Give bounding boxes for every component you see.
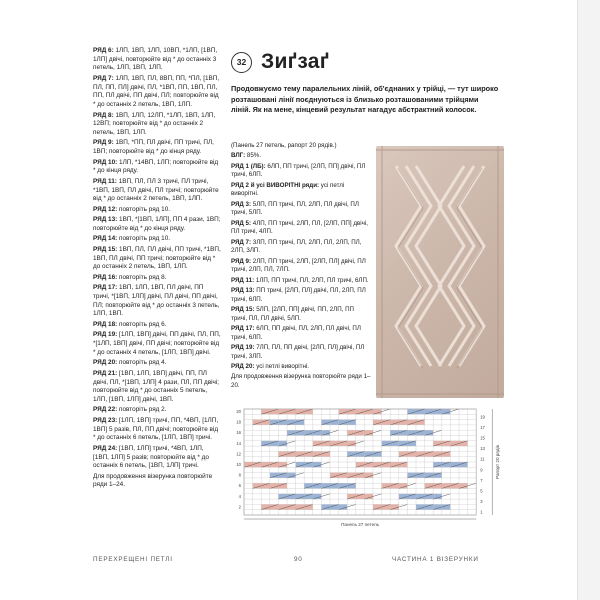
instruction-line <box>231 325 371 342</box>
instruction-line <box>231 277 371 286</box>
footer-right: ЧАСТИНА 1 ВІЗЕРУНКИ <box>392 556 479 563</box>
row-number-right: 15 <box>480 435 485 441</box>
pattern-instructions <box>231 142 371 392</box>
instruction-line <box>231 373 371 390</box>
row-label: РЯД 15: <box>231 306 255 314</box>
row-label: ВЛГ: <box>231 152 246 160</box>
section-header <box>231 50 329 74</box>
row-label: РЯД 13: <box>231 287 255 295</box>
row-number-left: 18 <box>236 419 241 425</box>
row-text: усі петлі вивоpітні. <box>231 181 345 198</box>
row-number-right: 9 <box>480 467 483 473</box>
instruction-line <box>93 370 221 405</box>
row-label: РЯД 1 (ЛБ): <box>231 162 266 170</box>
row-number-left: 14 <box>236 440 241 446</box>
row-text: 1ВП, 1ЛП, 1ВП, ПЛ двічі, ПП тричі, *[1ВП, 1ЛП] двічі, ПЛ двічі, ПП двічі, ПЛ; повторюйте від * до останніх 3 петель, 1ЛП, 1ВП. <box>93 284 220 318</box>
row-label: РЯД 19: <box>93 331 118 339</box>
cable-cell <box>270 473 296 478</box>
row-number-left: 2 <box>238 504 241 510</box>
row-number-left: 16 <box>236 430 241 436</box>
section-number-badge: 32 <box>231 52 252 73</box>
row-text: 1ЛП, ПП тричі, ПЛ, 2ЛП, ПЛ тричі, 6ЛП. <box>254 276 369 284</box>
row-number-left: 20 <box>236 409 241 414</box>
row-number-right: 19 <box>480 414 485 420</box>
instruction-line <box>93 206 221 215</box>
instruction-line <box>93 473 221 490</box>
row-text: 2ЛП, ПП тричі, 2ЛП, [2ЛП, ПЛ] двічі, ПЛ тричі, 2ЛП, ПЛ, 7ЛП. <box>231 257 366 274</box>
row-text: повторіть ряд 4. <box>117 359 167 367</box>
row-text: повторіть ряд 8. <box>117 273 167 281</box>
row-text: усі петлі вивоpітні. <box>254 363 309 371</box>
row-label: РЯД 19: <box>231 344 255 352</box>
instruction-line <box>231 182 371 199</box>
footer-left: ПЕРЕХРЕЩЕНІ ПЕТЛІ <box>93 556 173 563</box>
instruction-line <box>231 306 371 323</box>
page-spine-edge <box>577 0 600 600</box>
panel-label: Панель 27 петель <box>341 522 380 527</box>
cable-cell <box>382 483 408 488</box>
row-label: РЯД 6: <box>93 47 114 54</box>
row-label: РЯД 7: <box>231 238 252 246</box>
row-number-right: 17 <box>480 424 485 430</box>
row-number-left: 8 <box>238 472 241 478</box>
row-text: [1ВП, 1ЛП, 1ВП] двічі, ПП, ПЛ двічі, ПЛ, *[1ВП, 1ЛП] 4 рази, ПЛ, ПП двічі; повторюйте від * до останніх 5 петель, 1ЛП, [1ВП, 1ЛП] двічі, 1ВП. <box>93 369 220 403</box>
row-text: 1ВП, ПЛ, ПЛ 3 тричі, ПЛ тричі, *1ВП, 1ВП, ПЛ двічі, ПЛ тричі; повторюйте від * до останніх 2 петель, 1ВП, 1ЛП. <box>93 177 219 203</box>
row-number-left: 6 <box>238 483 241 489</box>
instruction-line <box>93 359 221 368</box>
row-label: РЯД 9: <box>93 139 114 147</box>
instruction-line <box>93 321 221 330</box>
row-text: повторіть ряд 10. <box>117 235 171 243</box>
row-text: [1ЛП, 1ВП] тричі, ПП, *4ВП, [1ЛП, 1ВП] 5 разів, ПЛ, ПП двічі; повторюйте від * до останніх 6 петель, [1ЛП, 1ВП] тричі. <box>93 416 219 442</box>
row-text: повторіть ряд 2. <box>117 406 167 414</box>
row-text: 5ЛП, ПП тричі, ПЛ, 2ЛП, ПЛ двічі, ПЛ тричі, 5ЛП. <box>231 200 359 217</box>
instruction-line <box>231 152 371 161</box>
row-text: 1ВП, *[1ВП, 1ЛП], ПП 4 рази, 1ВП; повторюйте від * до кінця ряду. <box>93 216 221 232</box>
instruction-line <box>93 284 221 319</box>
stitch-chart <box>231 406 501 541</box>
page-number: 90 <box>294 556 303 563</box>
cable-cell <box>296 462 322 467</box>
row-label: РЯД 18: <box>93 320 118 328</box>
row-text: 1ВП, ПЛ, ПЛ двічі, ПП тричі, *1ВП, 1ВП, ПЛ двічі, ПП тричі; повторюйте від * до останніх 2 петель, 1ВП, 1ЛП. <box>93 245 221 271</box>
instruction-line <box>93 246 221 272</box>
row-number-right: 13 <box>480 446 485 452</box>
section-title: Зиґзаґ <box>261 50 330 73</box>
instruction-line <box>93 159 221 176</box>
row-text: 1ВП, 1ЛП, 12ЛП, *1ЛП, 1ВП, 1ЛП, 12ВП; повторюйте від * до останніх 2 петель, 1ВП, 1ЛП. <box>93 111 216 136</box>
row-label: РЯД 11: <box>93 177 117 185</box>
instruction-line <box>93 417 221 443</box>
row-text: 1ВП, *ПП, ПЛ двічі, ПП тричі, ПЛ, 1ВП; повторюйте від * до кінця ряду. <box>93 139 214 156</box>
instruction-line <box>93 274 221 283</box>
row-text: 1ЛП, *14ВП, 1ЛП; повторюйте від * до кінця ряду. <box>93 158 219 175</box>
instruction-line <box>231 142 371 151</box>
row-label: РЯД 21: <box>93 369 118 377</box>
row-number-right: 3 <box>480 499 483 505</box>
knitted-swatch-photo <box>376 146 504 398</box>
chart-grid <box>231 406 501 536</box>
row-text: повторіть ряд 6. <box>117 320 167 328</box>
instruction-line <box>231 220 371 237</box>
instruction-line <box>93 47 221 73</box>
instruction-line <box>93 75 221 110</box>
row-text: 85%. <box>245 152 261 160</box>
row-number-right: 11 <box>480 456 485 462</box>
row-text: 4ЛП, ПП тричі, 2ЛП, ПЛ, [2ЛП, ПП] двічі, ПЛ тричі, 4ЛП. <box>231 219 368 236</box>
left-column-instructions <box>93 47 221 492</box>
row-label: РЯД 7: <box>93 74 114 82</box>
instruction-line <box>93 406 221 415</box>
instruction-line <box>93 178 221 204</box>
row-number-right: 5 <box>480 488 483 494</box>
row-label: РЯД 12: <box>93 205 118 213</box>
row-label: РЯД 23: <box>93 416 118 424</box>
instruction-line <box>93 112 221 138</box>
row-text: Для продовження візерунка повторюйте ряди 1–24. <box>93 472 213 489</box>
row-label: РЯД 15: <box>93 245 118 253</box>
instruction-line <box>93 331 221 357</box>
row-label: РЯД 2 й усі ВИВОРІТНІ ряди: <box>231 181 320 189</box>
row-number-left: 4 <box>238 493 241 499</box>
row-text: 7ЛП, ПЛ, ПП двічі, [2ЛП, ПЛ] двічі, ПЛ тричі, 3ЛП. <box>231 344 365 360</box>
row-number-left: 10 <box>236 462 241 467</box>
row-text: 1ЛП, 1ВП, ПЛ, 8ВП, ПП, *ПЛ, [1ВП, ПЛ, ПП, ПЛ] двічі, ПЛ, *1ВП, ПП, 1ВП, ПЛ, ПП, ПЛ двічі, ПП двічі, ПЛ; повторюйте від * до останніх 2 петель, 1ВП, 1ЛП. <box>93 74 220 109</box>
instruction-line <box>93 216 221 233</box>
row-label: РЯД 17: <box>231 325 255 333</box>
row-text: (Панель 27 петель, рапорт 20 рядів.) <box>231 142 337 149</box>
row-label: РЯД 5: <box>231 219 252 227</box>
instruction-line <box>231 287 371 304</box>
row-number-right: 7 <box>480 477 483 483</box>
row-text: 6ЛП, ПП двічі, ПЛ, 2ЛП, ПЛ двічі, ПЛ тричі, 6ЛП. <box>231 325 361 341</box>
instruction-line <box>231 163 371 180</box>
intro-paragraph: Продовжуємо тему паралельних ліній, об'єднаних у трійці, — тут широко розташовані лінії поєднуються із близько розташованими трійцями ліній. Як на мене, кінцевий результат нагадує абстрактний колосок. <box>231 84 499 114</box>
cable-cell <box>373 504 399 509</box>
row-label: РЯД 13: <box>93 216 118 224</box>
row-label: РЯД 20: <box>93 359 118 367</box>
cable-cell <box>347 494 373 499</box>
row-label: РЯД 9: <box>231 257 252 265</box>
row-text: повторіть ряд 10. <box>117 205 171 213</box>
row-label: РЯД 3: <box>231 200 252 208</box>
row-number-left: 12 <box>236 451 241 457</box>
row-text: 3ЛП, ПП тричі, ПЛ, 2ЛП, ПЛ, 2ЛП, ПЛ, 2ЛП, 3ЛП. <box>231 238 362 255</box>
repeat-label: Рапорт 20 рядів <box>495 445 501 479</box>
row-label: РЯД 24: <box>93 444 118 452</box>
instruction-line <box>231 201 371 218</box>
row-text: 6ЛП, ПП тричі, [2ЛП, ПП] двічі, ПЛ тричі, 6ЛП. <box>231 162 366 179</box>
row-text: [1ЛП, 1ВП] двічі, ПП двічі, ПЛ, ПП, *[1ЛП, 1ВП] двічі, ПП двічі; повторюйте від * до останніх 4 петель, [1ЛП, 1ВП] двічі. <box>93 331 221 356</box>
row-label: РЯД 10: <box>93 158 118 166</box>
row-number-right: 1 <box>480 509 483 515</box>
cable-cell <box>347 430 373 435</box>
instruction-line <box>231 363 371 372</box>
row-text: 5ЛП, [2ЛП, ПП] двічі, ПП, 2ЛП, ПП тричі, ПЛ, ПЛ двічі, 5ЛП. <box>231 306 354 322</box>
row-label: РЯД 22: <box>93 406 118 414</box>
row-label: РЯД 20: <box>231 363 255 371</box>
row-label: РЯД 17: <box>93 284 118 292</box>
row-label: РЯД 16: <box>93 273 118 281</box>
row-text: ПП тричі, [2ЛП, ПЛ] двічі, ПЛ, 2ЛП, ПЛ тричі, 6ЛП. <box>231 287 366 303</box>
swatch-texture <box>376 146 504 398</box>
cable-cell <box>321 504 347 509</box>
row-text: 1ЛП, 1ВП, 1ЛП, 10ВП, *1ЛП, [1ВП, 1ЛП] двічі, повторюйте від * до останніх 3 петель, 1ЛП, 1ВП, 1ЛП. <box>93 47 218 72</box>
row-label: РЯД 8: <box>93 111 114 119</box>
instruction-line <box>231 344 371 361</box>
cable-cell <box>261 441 287 446</box>
instruction-line <box>231 258 371 275</box>
instruction-line <box>231 239 371 256</box>
row-text: Для продовження візерунка повторюйте ряди 1–20. <box>231 373 371 389</box>
instruction-line <box>93 235 221 244</box>
row-label: РЯД 14: <box>93 235 118 243</box>
row-text: [1ВП, 1ЛП] тричі, *4ВП, 1ЛП, [1ВП, 1ЛП] 5 разів; повторюйте від * до останніх 6 петель, [1ВП, 1ЛП] тричі. <box>93 444 209 470</box>
instruction-line <box>93 445 221 471</box>
instruction-line <box>93 139 221 156</box>
row-label: РЯД 11: <box>231 276 255 284</box>
